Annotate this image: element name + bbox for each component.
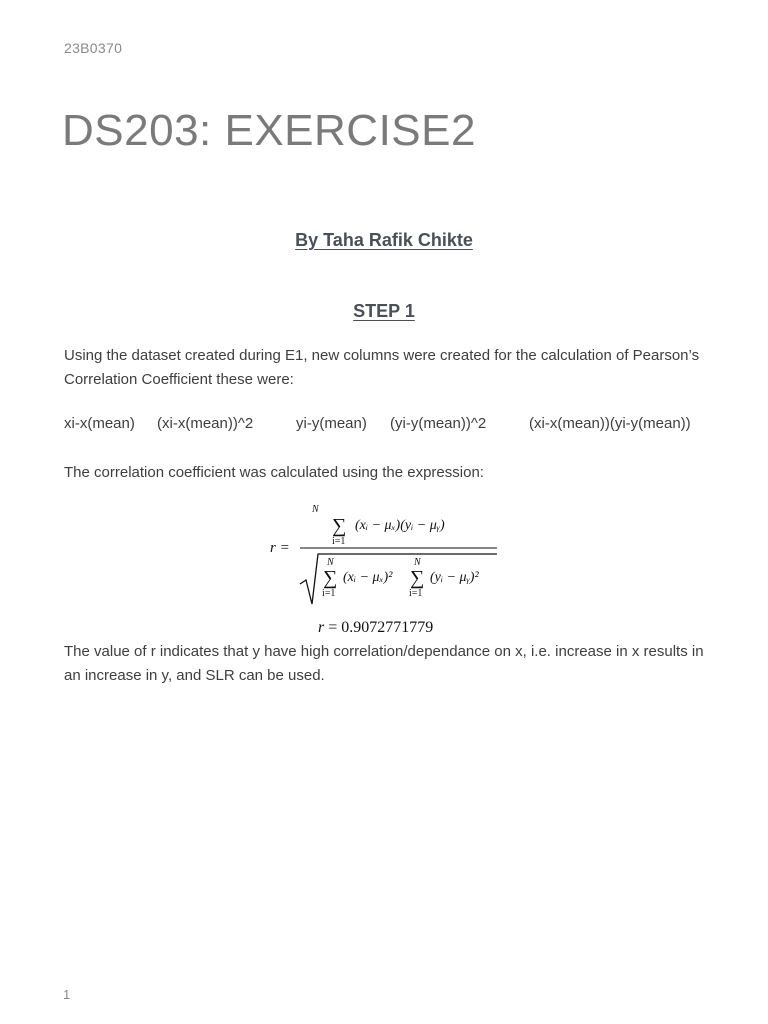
sum-lower-limit: i=1 [332, 536, 346, 547]
sum-upper-limit: N [312, 504, 319, 515]
sigma-symbol: ∑ [410, 567, 425, 589]
r-value [318, 619, 433, 637]
step-heading: STEP 1 [353, 301, 415, 321]
column-list [0, 415, 768, 439]
sum-upper-limit: N [327, 557, 334, 568]
column-name: (yi-y(mean))^2 [390, 415, 487, 432]
page-number: 1 [63, 987, 71, 1002]
sigma-symbol: ∑ [323, 567, 338, 589]
denominator-y-term: (yᵢ − μᵧ)² [430, 570, 479, 585]
column-name: xi-x(mean) [64, 415, 135, 432]
sum-lower-limit: i=1 [322, 588, 336, 599]
student-id: 23B0370 [64, 40, 123, 56]
intro-paragraph: Using the dataset created during E1, new columns were created for the calculation of Pearson’s Correlation Coefficient these were: [64, 347, 700, 388]
denominator-x-term: (xᵢ − μₓ)² [343, 570, 393, 585]
r-symbol: r [318, 619, 325, 636]
column-name: yi-y(mean) [296, 415, 367, 432]
formula-graphic [260, 500, 510, 610]
formula-numerator: (xᵢ − μₓ)(yᵢ − μᵧ) [355, 518, 445, 533]
column-name: (xi-x(mean))^2 [157, 415, 254, 432]
sigma-symbol: ∑ [332, 515, 347, 537]
r-number: = 0.9072771779 [328, 619, 434, 636]
sum-upper-limit: N [414, 557, 421, 568]
sum-lower-limit: i=1 [409, 588, 423, 599]
column-name: (xi-x(mean))(yi-y(mean)) [529, 415, 691, 432]
document-title: DS203: EXERCISE2 [62, 106, 476, 155]
formula-lhs: r = [270, 540, 290, 556]
conclusion-paragraph: The value of r indicates that y have high correlation/dependance on x, i.e. increase in x results in an increase in y, and SLR can be used. [64, 643, 704, 684]
pearson-formula [260, 500, 510, 610]
expression-label: The correlation coefficient was calculated using the expression: [64, 464, 484, 481]
author-line: By Taha Rafik Chikte [295, 230, 473, 250]
